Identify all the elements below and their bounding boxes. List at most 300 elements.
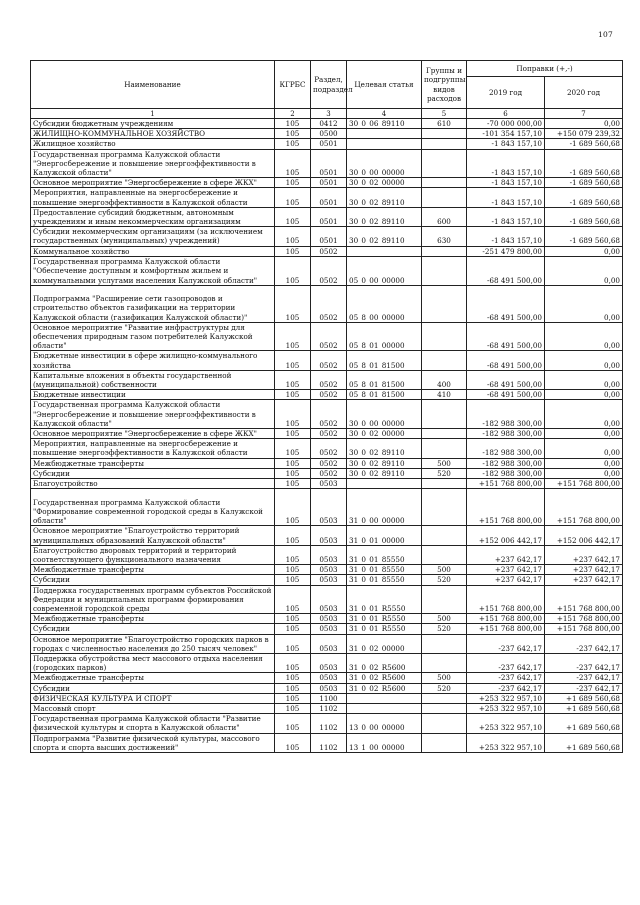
row-kgrbs: 105 <box>275 188 311 207</box>
column-number: 1 <box>31 109 275 119</box>
row-section: 0503 <box>311 585 347 614</box>
row-amount-2019: -70 000 000,00 <box>467 119 545 129</box>
table-row <box>31 489 623 526</box>
row-expense-group: 500 <box>422 565 467 575</box>
row-kgrbs: 105 <box>275 246 311 256</box>
row-section: 0503 <box>311 624 347 634</box>
row-kgrbs: 105 <box>275 489 311 526</box>
row-kgrbs: 105 <box>275 653 311 672</box>
row-expense-group <box>422 585 467 614</box>
row-name: Благоустройство <box>31 479 275 489</box>
row-expense-group: 400 <box>422 370 467 389</box>
table-row <box>31 575 623 585</box>
row-target-article: 31 0 01 R5550 <box>347 624 422 634</box>
row-target-article: 30 0 02 00000 <box>347 178 422 188</box>
table-row <box>31 227 623 246</box>
row-section: 0503 <box>311 614 347 624</box>
row-section: 1102 <box>311 703 347 713</box>
row-name: Мероприятия, направленные на энергосбережение и повышение энергоэффективности в Калужской области <box>31 188 275 207</box>
header-year-2020: 2020 год <box>545 77 623 109</box>
row-expense-group <box>422 139 467 149</box>
row-kgrbs: 105 <box>275 207 311 226</box>
row-target-article: 05 8 01 81500 <box>347 390 422 400</box>
row-kgrbs: 105 <box>275 683 311 693</box>
row-target-article: 31 0 02 00000 <box>347 634 422 653</box>
row-name: Основное мероприятие "Благоустройство городских парков в городах с численностью населения до 250 тысяч человек" <box>31 634 275 653</box>
table-row <box>31 370 623 389</box>
row-section: 0503 <box>311 526 347 545</box>
row-kgrbs: 105 <box>275 703 311 713</box>
row-amount-2020: -237 642,17 <box>545 634 623 653</box>
row-kgrbs: 105 <box>275 479 311 489</box>
row-amount-2019: +253 322 957,10 <box>467 714 545 733</box>
row-amount-2019: +253 322 957,10 <box>467 733 545 752</box>
row-amount-2020: +237 642,17 <box>545 575 623 585</box>
row-section: 0502 <box>311 351 347 370</box>
row-amount-2020: +151 768 800,00 <box>545 479 623 489</box>
row-section: 0501 <box>311 207 347 226</box>
row-kgrbs: 105 <box>275 575 311 585</box>
row-expense-group: 630 <box>422 227 467 246</box>
table-row <box>31 545 623 564</box>
row-amount-2019: -1 843 157,10 <box>467 188 545 207</box>
row-target-article <box>347 703 422 713</box>
row-name: ФИЗИЧЕСКАЯ КУЛЬТУРА И СПОРТ <box>31 693 275 703</box>
row-section: 0501 <box>311 178 347 188</box>
row-amount-2020: -237 642,17 <box>545 673 623 683</box>
row-name: Государственная программа Калужской области "Энергосбережение и повышение энергоэффективности в Калужской области" <box>31 400 275 429</box>
row-target-article: 31 0 01 R5550 <box>347 585 422 614</box>
table-row <box>31 703 623 713</box>
row-amount-2019: -68 491 500,00 <box>467 285 545 322</box>
row-amount-2020: +1 689 560,68 <box>545 714 623 733</box>
row-section: 0501 <box>311 139 347 149</box>
row-amount-2020: 0,00 <box>545 285 623 322</box>
row-kgrbs: 105 <box>275 390 311 400</box>
row-amount-2020: 0,00 <box>545 458 623 468</box>
row-amount-2020: 0,00 <box>545 246 623 256</box>
row-expense-group <box>422 526 467 545</box>
row-amount-2019: -251 479 800,00 <box>467 246 545 256</box>
row-target-article <box>347 129 422 139</box>
row-amount-2019: -237 642,17 <box>467 683 545 693</box>
row-expense-group: 520 <box>422 468 467 478</box>
row-expense-group: 500 <box>422 673 467 683</box>
row-amount-2020: -1 689 560,68 <box>545 188 623 207</box>
row-expense-group <box>422 285 467 322</box>
row-section: 0503 <box>311 545 347 564</box>
row-amount-2019: +151 768 800,00 <box>467 585 545 614</box>
row-name: Субсидии <box>31 468 275 478</box>
row-amount-2019: +237 642,17 <box>467 545 545 564</box>
row-name: Жилищное хозяйство <box>31 139 275 149</box>
row-expense-group <box>422 634 467 653</box>
row-target-article: 30 0 00 00000 <box>347 400 422 429</box>
row-name: Межбюджетные трансферты <box>31 614 275 624</box>
table-row <box>31 468 623 478</box>
row-amount-2019: +237 642,17 <box>467 565 545 575</box>
table-header <box>31 61 623 119</box>
row-amount-2019: -182 988 300,00 <box>467 458 545 468</box>
table-row <box>31 390 623 400</box>
column-number: 7 <box>545 109 623 119</box>
row-amount-2020: -237 642,17 <box>545 653 623 672</box>
table-row <box>31 400 623 429</box>
row-name: Государственная программа Калужской области "Энергосбережение и повышение энергоэффективности в Калужской области" <box>31 149 275 178</box>
table-row <box>31 693 623 703</box>
row-amount-2020: 0,00 <box>545 119 623 129</box>
row-amount-2020: +1 689 560,68 <box>545 693 623 703</box>
row-amount-2020: -237 642,17 <box>545 683 623 693</box>
row-kgrbs: 105 <box>275 370 311 389</box>
row-target-article: 05 8 00 00000 <box>347 285 422 322</box>
table-row <box>31 429 623 439</box>
row-section: 0502 <box>311 256 347 285</box>
row-target-article: 30 0 02 89110 <box>347 227 422 246</box>
row-name: Подпрограмма "Расширение сети газопроводов и строительство объектов газификации на территории Калужской области (газификация Калужской области)" <box>31 285 275 322</box>
row-target-article: 13 1 00 00000 <box>347 733 422 752</box>
row-target-article <box>347 479 422 489</box>
header-amendments: Поправки (+,-) <box>467 61 623 77</box>
row-amount-2020: 0,00 <box>545 390 623 400</box>
table-row <box>31 149 623 178</box>
table-row <box>31 565 623 575</box>
row-section: 0502 <box>311 458 347 468</box>
row-expense-group <box>422 246 467 256</box>
row-expense-group <box>422 693 467 703</box>
row-amount-2020: 0,00 <box>545 439 623 458</box>
row-kgrbs: 105 <box>275 673 311 683</box>
row-target-article: 31 0 01 85550 <box>347 565 422 575</box>
row-kgrbs: 105 <box>275 149 311 178</box>
row-amount-2019: -237 642,17 <box>467 653 545 672</box>
header-group: Группы и подгруппы видов расходов <box>422 61 467 109</box>
row-name: Мероприятия, направленные на энергосбережение и повышение энергоэффективности в Калужской области <box>31 439 275 458</box>
header-kgrbs: КГРБС <box>275 61 311 109</box>
row-expense-group: 520 <box>422 624 467 634</box>
row-target-article: 05 8 01 81500 <box>347 370 422 389</box>
column-number: 5 <box>422 109 467 119</box>
table-body <box>31 119 623 753</box>
row-section: 0412 <box>311 119 347 129</box>
row-target-article: 05 8 01 00000 <box>347 322 422 351</box>
table-row <box>31 207 623 226</box>
row-kgrbs: 105 <box>275 634 311 653</box>
table-row <box>31 733 623 752</box>
row-target-article: 31 0 01 R5550 <box>347 614 422 624</box>
row-target-article: 30 0 00 00000 <box>347 149 422 178</box>
column-number: 3 <box>311 109 347 119</box>
row-name: Бюджетные инвестиции в сфере жилищно-коммунального хозяйства <box>31 351 275 370</box>
row-expense-group <box>422 188 467 207</box>
row-target-article: 31 0 01 85550 <box>347 545 422 564</box>
row-amount-2019: +151 768 800,00 <box>467 489 545 526</box>
row-section: 1100 <box>311 693 347 703</box>
row-amount-2020: +237 642,17 <box>545 565 623 575</box>
row-target-article: 31 0 01 00000 <box>347 526 422 545</box>
row-target-article <box>347 246 422 256</box>
row-section: 0503 <box>311 673 347 683</box>
row-expense-group: 520 <box>422 683 467 693</box>
row-name: Основное мероприятие "Развитие инфраструктуры для обеспечения природным газом потребителей Калужской области" <box>31 322 275 351</box>
budget-amendments-table <box>30 60 623 753</box>
row-amount-2020: +152 006 442,17 <box>545 526 623 545</box>
row-amount-2020: -1 689 560,68 <box>545 207 623 226</box>
row-kgrbs: 105 <box>275 614 311 624</box>
row-amount-2019: -182 988 300,00 <box>467 439 545 458</box>
row-amount-2019: -1 843 157,10 <box>467 149 545 178</box>
row-expense-group <box>422 178 467 188</box>
row-expense-group <box>422 322 467 351</box>
row-name: Субсидии бюджетным учреждениям <box>31 119 275 129</box>
row-kgrbs: 105 <box>275 139 311 149</box>
row-amount-2020: -1 689 560,68 <box>545 149 623 178</box>
row-expense-group <box>422 429 467 439</box>
row-section: 0500 <box>311 129 347 139</box>
row-target-article: 05 8 01 81500 <box>347 351 422 370</box>
table-row <box>31 351 623 370</box>
row-amount-2019: -68 491 500,00 <box>467 370 545 389</box>
row-amount-2020: 0,00 <box>545 322 623 351</box>
row-target-article <box>347 693 422 703</box>
table-row <box>31 683 623 693</box>
row-expense-group <box>422 351 467 370</box>
row-amount-2019: -68 491 500,00 <box>467 322 545 351</box>
table-row <box>31 246 623 256</box>
header-name: Наименование <box>31 61 275 109</box>
row-section: 0503 <box>311 575 347 585</box>
row-amount-2019: -237 642,17 <box>467 673 545 683</box>
row-name: Благоустройство дворовых территорий и территорий соответствующего функционального назначения <box>31 545 275 564</box>
header-target: Целевая статья <box>347 61 422 109</box>
row-kgrbs: 105 <box>275 285 311 322</box>
row-name: Государственная программа Калужской области "Развитие физической культуры и спорта в Калужской области" <box>31 714 275 733</box>
row-amount-2019: -1 843 157,10 <box>467 227 545 246</box>
row-expense-group <box>422 149 467 178</box>
header-section: Раздел, подраздел <box>311 61 347 109</box>
row-name: Основное мероприятие "Энергосбережение в сфере ЖКХ" <box>31 429 275 439</box>
row-section: 0501 <box>311 149 347 178</box>
row-target-article: 30 0 02 89110 <box>347 468 422 478</box>
row-expense-group: 520 <box>422 575 467 585</box>
row-amount-2020: +1 689 560,68 <box>545 733 623 752</box>
column-number-row <box>31 109 623 119</box>
row-target-article: 31 0 00 00000 <box>347 489 422 526</box>
row-name: Подпрограмма "Развитие физической культуры, массового спорта и спорта высших достижений" <box>31 733 275 752</box>
row-name: Субсидии некоммерческим организациям (за исключением государственных (муниципальных) учреждений) <box>31 227 275 246</box>
row-name: Массовый спорт <box>31 703 275 713</box>
row-amount-2020: +1 689 560,68 <box>545 703 623 713</box>
row-section: 0501 <box>311 188 347 207</box>
row-expense-group <box>422 545 467 564</box>
row-amount-2020: 0,00 <box>545 370 623 389</box>
row-kgrbs: 105 <box>275 545 311 564</box>
row-amount-2020: 0,00 <box>545 429 623 439</box>
row-target-article: 30 0 06 89110 <box>347 119 422 129</box>
row-amount-2019: -237 642,17 <box>467 634 545 653</box>
table-row <box>31 119 623 129</box>
table-row <box>31 714 623 733</box>
row-section: 0502 <box>311 439 347 458</box>
table-row <box>31 178 623 188</box>
table-row <box>31 585 623 614</box>
row-kgrbs: 105 <box>275 119 311 129</box>
row-expense-group <box>422 489 467 526</box>
row-expense-group <box>422 653 467 672</box>
row-amount-2019: +151 768 800,00 <box>467 479 545 489</box>
row-section: 0503 <box>311 489 347 526</box>
row-section: 0501 <box>311 227 347 246</box>
row-expense-group <box>422 714 467 733</box>
row-name: Коммунальное хозяйство <box>31 246 275 256</box>
row-amount-2020: 0,00 <box>545 256 623 285</box>
row-kgrbs: 105 <box>275 468 311 478</box>
page-number: 107 <box>598 30 613 39</box>
row-expense-group <box>422 129 467 139</box>
row-target-article: 31 0 01 85550 <box>347 575 422 585</box>
row-section: 0502 <box>311 285 347 322</box>
row-amount-2020: 0,00 <box>545 400 623 429</box>
column-number: 4 <box>347 109 422 119</box>
row-kgrbs: 105 <box>275 733 311 752</box>
header-year-2019: 2019 год <box>467 77 545 109</box>
row-amount-2019: -1 843 157,10 <box>467 178 545 188</box>
row-target-article: 13 0 00 00000 <box>347 714 422 733</box>
row-name: Капитальные вложения в объекты государственной (муниципальной) собственности <box>31 370 275 389</box>
row-kgrbs: 105 <box>275 227 311 246</box>
row-target-article: 31 0 02 R5600 <box>347 673 422 683</box>
column-number: 6 <box>467 109 545 119</box>
row-amount-2019: +253 322 957,10 <box>467 703 545 713</box>
row-amount-2020: +151 768 800,00 <box>545 624 623 634</box>
table-row <box>31 285 623 322</box>
row-kgrbs: 105 <box>275 256 311 285</box>
row-name: Основное мероприятие "Энергосбережение в сфере ЖКХ" <box>31 178 275 188</box>
row-expense-group: 600 <box>422 207 467 226</box>
row-name: Субсидии <box>31 683 275 693</box>
table-row <box>31 624 623 634</box>
row-kgrbs: 105 <box>275 400 311 429</box>
table-row <box>31 439 623 458</box>
row-name: Государственная программа Калужской области "Формирование современной городской среды в Калужской области" <box>31 489 275 526</box>
row-name: Предоставление субсидий бюджетным, автономным учреждениям и иным некоммерческим организациям <box>31 207 275 226</box>
row-kgrbs: 105 <box>275 693 311 703</box>
table-row <box>31 129 623 139</box>
row-amount-2020: -1 689 560,68 <box>545 227 623 246</box>
row-amount-2020: 0,00 <box>545 351 623 370</box>
row-section: 0503 <box>311 653 347 672</box>
table-row <box>31 614 623 624</box>
row-expense-group <box>422 703 467 713</box>
row-section: 0503 <box>311 565 347 575</box>
row-amount-2019: -182 988 300,00 <box>467 468 545 478</box>
table-row <box>31 653 623 672</box>
row-amount-2019: +151 768 800,00 <box>467 624 545 634</box>
table-row <box>31 322 623 351</box>
row-target-article: 30 0 02 89110 <box>347 188 422 207</box>
row-kgrbs: 105 <box>275 322 311 351</box>
row-name: Межбюджетные трансферты <box>31 565 275 575</box>
table-row <box>31 458 623 468</box>
row-kgrbs: 105 <box>275 624 311 634</box>
row-name: Бюджетные инвестиции <box>31 390 275 400</box>
table-row <box>31 479 623 489</box>
table-row <box>31 188 623 207</box>
row-amount-2019: -182 988 300,00 <box>467 429 545 439</box>
row-amount-2020: -1 689 560,68 <box>545 139 623 149</box>
row-amount-2020: +237 642,17 <box>545 545 623 564</box>
row-expense-group <box>422 400 467 429</box>
row-expense-group: 500 <box>422 614 467 624</box>
row-section: 0503 <box>311 683 347 693</box>
row-section: 1102 <box>311 733 347 752</box>
row-amount-2020: +150 079 239,32 <box>545 129 623 139</box>
row-section: 0503 <box>311 634 347 653</box>
row-expense-group <box>422 733 467 752</box>
row-target-article: 05 0 00 00000 <box>347 256 422 285</box>
row-amount-2019: -101 354 157,10 <box>467 129 545 139</box>
row-amount-2019: -68 491 500,00 <box>467 351 545 370</box>
row-expense-group: 500 <box>422 458 467 468</box>
row-name: Основное мероприятие "Благоустройство территорий муниципальных образований Калужской области" <box>31 526 275 545</box>
table-row <box>31 526 623 545</box>
row-kgrbs: 105 <box>275 178 311 188</box>
row-section: 0503 <box>311 479 347 489</box>
row-amount-2019: -182 988 300,00 <box>467 400 545 429</box>
row-kgrbs: 105 <box>275 565 311 575</box>
row-section: 0502 <box>311 390 347 400</box>
row-name: Межбюджетные трансферты <box>31 458 275 468</box>
row-amount-2019: -68 491 500,00 <box>467 390 545 400</box>
table-row <box>31 673 623 683</box>
row-amount-2019: +152 006 442,17 <box>467 526 545 545</box>
row-target-article <box>347 139 422 149</box>
row-amount-2019: -1 843 157,10 <box>467 139 545 149</box>
row-name: Поддержка государственных программ субъектов Российской Федерации и муниципальных программ формирования современной городской среды <box>31 585 275 614</box>
row-kgrbs: 105 <box>275 458 311 468</box>
row-name: Поддержка обустройства мест массового отдыха населения (городских парков) <box>31 653 275 672</box>
table-row <box>31 634 623 653</box>
row-expense-group: 610 <box>422 119 467 129</box>
row-amount-2019: -1 843 157,10 <box>467 207 545 226</box>
row-expense-group <box>422 256 467 285</box>
row-section: 0502 <box>311 400 347 429</box>
row-section: 0502 <box>311 468 347 478</box>
row-expense-group <box>422 479 467 489</box>
row-target-article: 30 0 02 89110 <box>347 439 422 458</box>
row-name: Государственная программа Калужской области "Обеспечение доступным и комфортным жильем и коммунальными услугами населения Калужской области" <box>31 256 275 285</box>
row-kgrbs: 105 <box>275 714 311 733</box>
row-name: ЖИЛИЩНО-КОММУНАЛЬНОЕ ХОЗЯЙСТВО <box>31 129 275 139</box>
row-amount-2019: +151 768 800,00 <box>467 614 545 624</box>
table-row <box>31 256 623 285</box>
row-amount-2019: +237 642,17 <box>467 575 545 585</box>
row-expense-group: 410 <box>422 390 467 400</box>
row-kgrbs: 105 <box>275 129 311 139</box>
row-kgrbs: 105 <box>275 439 311 458</box>
table-row <box>31 139 623 149</box>
row-target-article: 30 0 02 89110 <box>347 207 422 226</box>
row-amount-2020: 0,00 <box>545 468 623 478</box>
column-number: 2 <box>275 109 311 119</box>
row-section: 0502 <box>311 370 347 389</box>
row-kgrbs: 105 <box>275 351 311 370</box>
row-amount-2020: +151 768 800,00 <box>545 614 623 624</box>
row-kgrbs: 105 <box>275 429 311 439</box>
row-amount-2019: -68 491 500,00 <box>467 256 545 285</box>
row-amount-2019: +253 322 957,10 <box>467 693 545 703</box>
row-name: Межбюджетные трансферты <box>31 673 275 683</box>
